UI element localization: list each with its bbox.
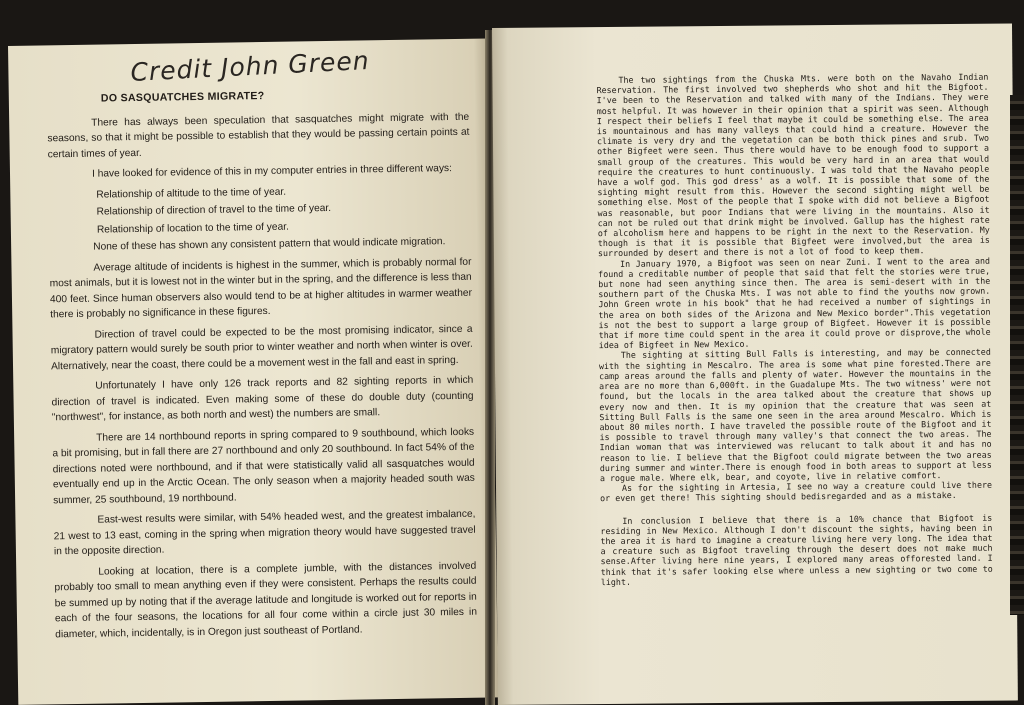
paragraph: Average altitude of incidents is highest in the summer, which is probably normal for most animals, but it is lowest not in the winter but in the spring, and the difference is less than 400 feet. Since human observers also would tend to be at higher altitudes in warmer weather there is probably no significance in these figures. [49,256,473,321]
list-item: Relationship of direction of travel to the time of year. [96,202,332,218]
left-article [47,86,478,643]
paragraph: None of these has shown any consistent pattern that would indicate migration. [93,236,446,253]
article-title: DO SASQUATCHES MIGRATE? [100,89,265,105]
paragraph: I have looked for evidence of this in my computer entries in three different ways: [91,163,453,180]
list-item: Relationship of altitude to the time of year. [96,186,287,201]
paragraph: The two sightings from the Chuska Mts. were both on the Navaho Indian Reservation. The first involved two shepherds who shot and hit the Bigfoot. I've been to the Reservation and talked with many of the Indians. They were most helpful. It was however in their opinion that a spirit was seen. Although I respect their beliefs I feel that maybe it could be something else. The area is mountainous and has many valleys that could hind a creature. However the climate is very dry and the vegetation can be both thick pines and srub. Two other Bigfeet were seen. Thus there would have to be enough food to support a small group of the creatures. This would be very hard in an area that would require the creatures to hunt continuously. I was told that the Navaho people have a wolf god. This god dress' as a wolf. It is possible that some of the sighting might result from this. However the second sighting might well be something else. Most of the people that I spoke with did not believe a Bigfoot was reasonable, but poor Indians that were living in the mountains. Also it can not be ruled out that drink might be involved. Gallup has the highest rate of alcoholism here and happens to be right in the next to the Reservation. My though is that it is possible that Bigfeet were involved,but the area is surrounded by desert and there is not a lot of food to keep them. [596,71,990,259]
paragraph: The sighting at sitting Bull Falls is interesting, and may be connected with the sighting in Mescalro. The area is some what pine forested.There are camp areas around the falls and plenty of water. However the mountains in the area are no more than 6,000ft. in the Guadalupe Mts. The two witness' were not found, but the locals in the area talked about the creature that shows up every now and then. It is my opinion that the creature that was seen at Sitting Bull Falls is the same one seen in the area around Mescalro. Which is about 80 miles north. I have traveled the possible route of the Bigfoot and it is possible to travel through many valley's that connect the two areas. The Indian woman that was interviewed was relucant to talk about it and has no reason to lie. I believe that the Bigfoot could migrate between the two areas during summer and winter.There is enough food in both areas to support at less a rogue male. Where elk, bear, and coyote, live in relative comfort. [598,347,992,483]
right-article [596,72,992,587]
handwritten-credit: Credit John Green [129,45,371,87]
list-item: Relationship of location to the time of year. [96,221,289,236]
paragraph: Direction of travel could be expected to be the most promising indicator, since a migratory pattern would surely be south prior to winter weather and north when winter is over. Alternatively, near the coast, there could be a movement west in the fall and east in spring. [50,323,473,372]
next-page-edge [1010,95,1024,615]
paragraph: There has always been speculation that sasquatches might migrate with the seasons, so that it might be possible to establish that they would be passing certain points at certain times of year. [47,111,470,160]
left-page [8,38,498,704]
paragraph: There are 14 northbound reports in spring compared to 9 southbound, which looks a bit promising, but in fall there are 27 northbound and only 20 southbound. In fact 54% of the directions noted were northbound, and if that were statistically valid all sasquatches would eventually end up in the Arctic Ocean. The only season when a majority headed south was summer, 25 southbound, 19 northbound. [52,426,475,506]
conclusion-paragraph: In conclusion I believe that there is a 10% chance that Bigfoot is residing in New Mexico. Although I don't discount the sights, having been in the area it is hard to imagine a creature living here very long. The idea that a creature such as Bigfoot traveling through the desert does not make much sense.After living here nine years, I explored many areas offorested land. I think that it's safer looking else where unless a new sighting or two come to light. [600,512,993,587]
paragraph: As for the sighting in Artesia, I see no way a creature could live there or even get there! This sighting should bedisregarded and as a mistake. [600,479,993,504]
paragraph: In January 1970, a Bigfoot was seen on near Zuni. I went to the area and found a creditable number of people that said that felt the stories were true, but none had seen anything since then. The area is semi-desert with in the southern part of the Chuska Mts. I was not able to find the youths now grown. John Green wrote in his book" that he had received a number of sightings in the area on both sides of the Arizona and New Mexico border".This vegetation is not the best to support a large group of Bigfeet. However it is possible that if more time could spent in the area it could prove or disprove,the whole idea of Bigfeet in New Mexico. [598,255,991,351]
right-page [492,23,1018,705]
paragraph: Looking at location, there is a complete jumble, with the distances involved probably too small to mean anything even if they were consistent. Perhaps the results could be summed up by noting that if the average latitude and longitude is worked out for reports in each of the four seasons, the locations for all four come within a circle just 30 miles in diameter, which, incidentally, is in Oregon just southeast of Portland. [54,560,478,640]
paragraph: Unfortunately I have only 126 track reports and 82 sighting reports in which direction of travel is indicated. Even making some of these do double duty (counting "northwest", for instance, as both north and west) the numbers are small. [51,374,474,424]
paragraph: East-west results were similar, with 54% headed west, and the greatest imbalance, 21 west to 13 east, coming in the spring when migration theory would have suggested travel in the opposite direction. [53,508,476,558]
